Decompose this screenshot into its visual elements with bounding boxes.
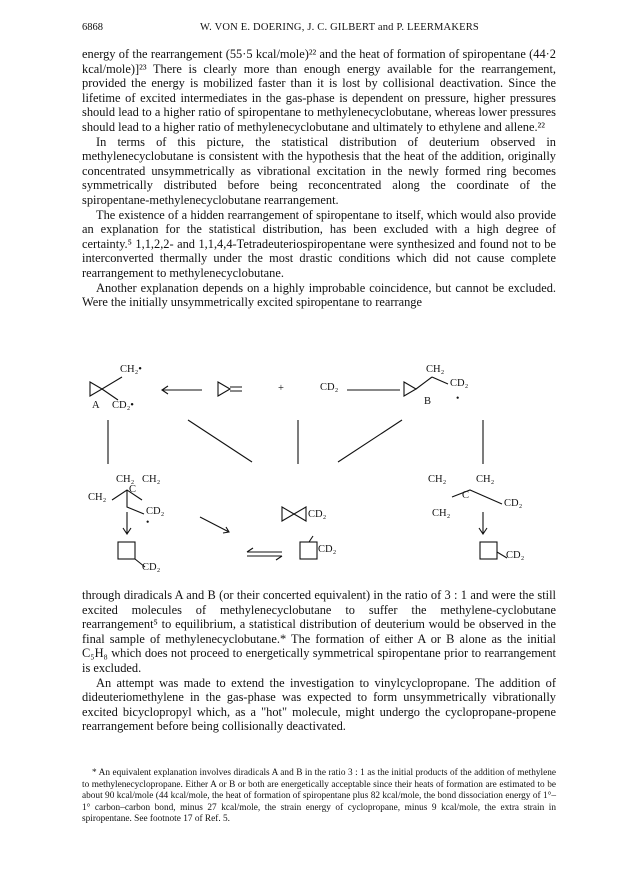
scheme-label: • — [146, 518, 150, 528]
paragraph: In terms of this picture, the statistical distribution of deuterium observed in methylenecyclobutane is consistent with the hypothesis that the heat of the addition, originally concentrated unsymmetrically as vibrational excitation in the newly formed ring becomes symmetrically distributed before being reconcentrated along the coordinate of the spiropentane-methylenecyclobutane rearrangement. — [82, 134, 556, 207]
paragraph: The existence of a hidden rearrangement of spiropentane to itself, which would also provide an explanation for the statistical distribution, has been excluded with a high degree of certainty.⁵ 1,1,2,2- and 1,1,4,4-Tetradeuteriospiropentane were synthesized and found not to be interconverted thermally under the most drastic conditions which did not cause complete rearrangement to methylenecyclobutane. — [82, 207, 556, 280]
cyclopropane-ring-a — [90, 382, 102, 396]
reaction-scheme — [82, 362, 556, 580]
scheme-label: • — [456, 394, 460, 404]
trimethylene-fragment-left — [112, 490, 144, 514]
methylenecyclobutane-right — [480, 542, 497, 559]
scheme-label: CH₂• — [120, 364, 142, 375]
diagonal-left — [188, 420, 252, 462]
paragraph: through diradicals A and B (or their concerted equivalent) in the ratio of 3 : 1 and were the still excited molecules of methylenecyclobutane to suffer the methylene-cyclobutane rearrangement⁵ to equilibrium, a statistical distribution of deuterium would be observed in the final sample of methylenecyclobutane.* The formation of either A or B alone as the initial C₅H₈ which does not proceed to energetically symmetrical spiropentane prior to rearrangement is excluded. — [82, 588, 556, 675]
body-text-top — [82, 47, 556, 310]
methylenecyclobutane-left — [118, 542, 135, 559]
methylenecyclopropane-ring — [218, 382, 230, 396]
scheme-label: CD₂• — [112, 400, 134, 411]
cyclopropane-ring-b — [404, 382, 416, 396]
footnote-text: * An equivalent explanation involves diradicals A and B in the ratio 3 : 1 as the initial products of the addition of methylene to methylenecyclopropane. Either A or B or both are energetically acceptable since their heats of formation are estimated to be about 90 kcal/mole (44 kcal/mole, the heat of formation of spiropentane plus 82 kcal/mole, the bond dissociation energy of 1°–1° carbon–carbon bond, minus 27 kcal/mole, the strain energy of cyclopropane, minus 9 kcal/mole, the extra strain in spiropentane. See footnote 17 of Ref. 5. — [82, 768, 556, 825]
scheme-label: CH₂ — [432, 508, 451, 519]
product-bond-middle — [309, 536, 313, 542]
arrow-diag-down — [200, 517, 229, 533]
running-head: W. VON E. DOERING, J. C. GILBERT and P. LEERMAKERS — [200, 22, 479, 33]
page-number: 6868 — [82, 22, 103, 33]
scheme-label: CH₂ — [476, 474, 495, 485]
arrow-down-lower-left — [123, 512, 131, 534]
arrow-down-lower-right — [479, 512, 487, 534]
scheme-label: CD₂ — [146, 506, 165, 517]
body-text-bottom — [82, 588, 556, 734]
scheme-label: CH₂ — [88, 492, 107, 503]
radical-arms-a — [102, 377, 122, 400]
arrow-left-top — [162, 386, 202, 394]
exocyclic-double-bond — [230, 387, 242, 391]
equilibrium-arrows — [247, 548, 282, 560]
scheme-label: CH₂ — [142, 474, 161, 485]
scheme-label: C — [462, 490, 470, 501]
trimethylene-fragment-right — [452, 490, 502, 504]
scheme-label: CH₂ — [426, 364, 445, 375]
scheme-label: CD₂ — [450, 378, 469, 389]
paragraph: energy of the rearrangement (55·5 kcal/mole)²² and the heat of formation of spiropentane (44·2 kcal/mole)]²³ There is clearly more than enough energy available for the rearrangement, provided the energy is mobilized faster than it is lost by collisional deactivation. Since the lifetime of excited intermediates in the gas-phase is dependent on pressure, higher pressures should lead to a higher ratio of spiropentane to methylenecyclobutane, whereas lower pressures should lead to a higher ratio of methylenecyclobutane and ultimately to ethylene and allene.²² — [82, 47, 556, 134]
scheme-label: CD₂ — [504, 498, 523, 509]
scheme-label: CD₂ — [318, 544, 337, 555]
paragraph: Another explanation depends on a highly improbable coincidence, but cannot be excluded. Were the initially unsymmetrically excited spiropentane to rearrange — [82, 280, 556, 310]
scheme-label: CD₂ — [506, 550, 525, 561]
scheme-label: CD₂ — [320, 382, 339, 393]
scheme-label: C — [129, 484, 137, 495]
spiropentane-structure — [282, 507, 306, 521]
scheme-plus: + — [278, 383, 284, 394]
scheme-label: CD₂ — [142, 562, 161, 573]
paragraph: An attempt was made to extend the investigation to vinylcyclopropane. The addition of dideuteriomethylene in the gas-phase was expected to form unsymmetrically vibrationally excited bicyclopropyl which, as a "hot" molecule, might undergo the cyclopropane-propene rearrangement before being collisionally deactivated. — [82, 675, 556, 734]
scheme-label: CH₂ — [428, 474, 447, 485]
scheme-label-a: A — [92, 400, 100, 411]
scheme-label: CH₂ — [116, 474, 135, 485]
scheme-label-b: B — [424, 396, 432, 407]
radical-arms-b — [416, 377, 448, 389]
footnote — [82, 768, 556, 826]
methylenecyclobutane-middle — [300, 542, 317, 559]
diagonal-right — [338, 420, 402, 462]
scheme-label: CD₂ — [308, 509, 327, 520]
